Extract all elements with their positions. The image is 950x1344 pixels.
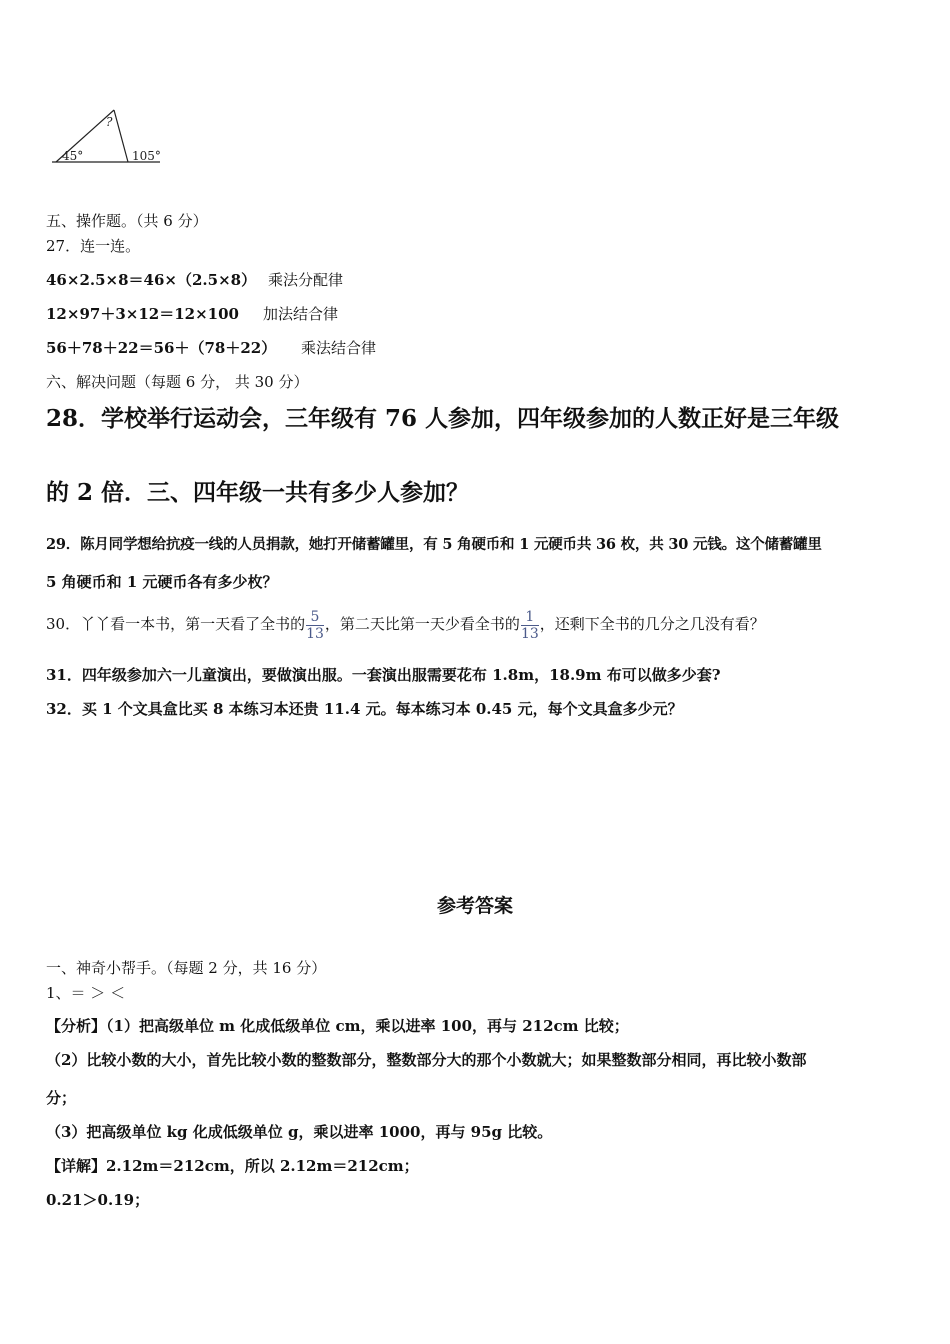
q27-expr-3: 56＋78＋22＝56＋（78＋22） (46, 339, 277, 357)
q28-line1: 28．学校举行运动会，三年级有 76 人参加，四年级参加的人数正好是三年级 (46, 405, 840, 432)
detail-2: 0.21＞0.19； (46, 1191, 150, 1209)
detail-1: 【详解】2.12m＝212cm，所以 2.12m＝212cm； (46, 1157, 419, 1175)
section6-heading: 六、解决问题（每题 6 分， 共 30 分） (46, 373, 309, 391)
answers-section1-heading: 一、神奇小帮手。（每题 2 分，共 16 分） (46, 959, 327, 977)
triangle-figure (48, 104, 168, 168)
q28-line2: 的 2 倍．三、四年级一共有多少人参加？ (46, 479, 470, 506)
q27-title: 27．连一连。 (46, 237, 141, 255)
q29-line2: 5 角硬币和 1 元硬币各有多少枚？ (46, 573, 278, 591)
q27-expr-1: 46×2.5×8＝46×（2.5×8） (46, 271, 257, 289)
q31: 31．四年级参加六一儿童演出，要做演出服。一套演出服需要花布 1.8m，18.9m 布可以做多少套? (46, 666, 721, 684)
q32: 32．买 1 个文具盒比买 8 本练习本还贵 11.4 元。每本练习本 0.45 元，每个文具盒多少元？ (46, 700, 683, 718)
analysis-2-line2: 分； (46, 1089, 77, 1107)
q30-part3: ，还剩下全书的几分之几没有看？ (539, 615, 765, 633)
answer-1: 1、＝ ＞ ＜ (46, 984, 126, 1002)
angle-top-label: ? (106, 115, 113, 129)
analysis-3: （3）把高级单位 kg 化成低级单位 g，乘以进率 1000，再与 95g 比较。 (46, 1123, 553, 1141)
q30-part1: 30．丫丫看一本书，第一天看了全书的 (46, 615, 306, 633)
angle-left-label: 45° (62, 149, 84, 163)
fraction-1-13 (521, 609, 539, 642)
q27-law-3: 乘法结合律 (301, 339, 377, 357)
q30-line (46, 604, 765, 644)
fraction-numerator: 5 (310, 608, 320, 625)
fraction-5-13 (306, 609, 324, 642)
section5-heading: 五、操作题。（共 6 分） (46, 212, 208, 230)
fraction-denominator: 13 (306, 625, 324, 642)
triangle-right-side (114, 110, 128, 162)
fraction-numerator: 1 (525, 608, 535, 625)
angle-right-label: 105° (132, 149, 161, 163)
q30-part2: ，第二天比第一天少看全书的 (324, 615, 520, 633)
answers-title: 参考答案 (436, 895, 513, 917)
q29-line1: 29．陈月同学想给抗疫一线的人员捐款，她打开储蓄罐里，有 5 角硬币和 1 元硬币共 36 枚，共 30 元钱。这个储蓄罐里 (46, 536, 822, 553)
fraction-denominator: 13 (520, 625, 539, 642)
q27-expr-2: 12×97＋3×12＝12×100 (46, 305, 239, 323)
analysis-1: 【分析】（1）把高级单位 m 化成低级单位 cm，乘以进率 100，再与 212cm 比较； (46, 1017, 629, 1035)
analysis-2-line1: （2）比较小数的大小，首先比较小数的整数部分，整数部分大的那个小数就大；如果整数部分相同，再比较小数部 (46, 1051, 807, 1069)
q27-law-2: 加法结合律 (263, 305, 339, 323)
q27-law-1: 乘法分配律 (268, 271, 344, 289)
